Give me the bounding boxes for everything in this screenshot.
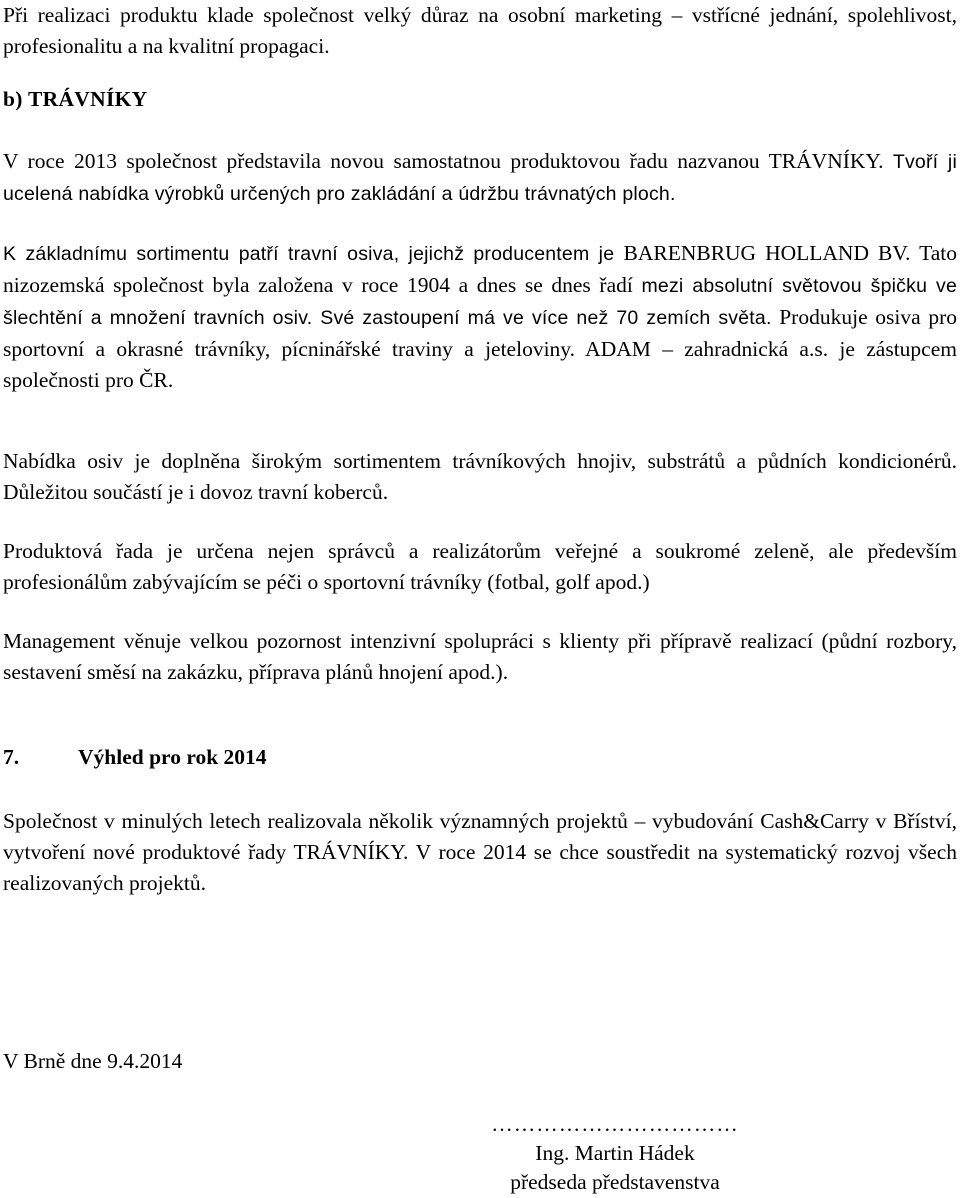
paragraph-travniky-intro-serif: V roce 2013 společnost představila novou samostatnou produktovou řadu nazvanou TRÁVNÍKY. [3, 149, 884, 173]
signature-block [460, 1110, 770, 1197]
section-b-heading: b) TRÁVNÍKY [3, 87, 148, 111]
paragraph-travniky-intro [3, 146, 957, 210]
paragraph-barenbrug-part-f: ADAM – zahradnická a.s. je zástupcem společnosti pro ČR. [3, 337, 957, 392]
date-line: V Brně dne 9.4.2014 [3, 1049, 183, 1073]
paragraph-barenbrug-part-b: BARENBRUG HOLLAND BV. [623, 241, 911, 265]
paragraph-barenbrug-part-e: Produkuje osiva pro sportovní a okrasné trávníky, pícninářské traviny a jeteloviny. [3, 305, 957, 361]
paragraph-barenbrug-part-a: K základnímu sortimentu patří travní osiva, jejichž producentem je [3, 243, 624, 265]
signer-name: Ing. Martin Hádek [535, 1141, 695, 1165]
paragraph-barenbrug-part-c: Tato nizozemská společnost byla založena v roce 1904 a dnes se dnes řadí [3, 241, 957, 297]
paragraph-barenbrug-part-d: mezi absolutní světovou špičku ve šlechtění a množení travních osiv. Své zastoupení má ve více než 70 zemích světa. [3, 275, 957, 329]
paragraph-marketing: Při realizaci produktu klade společnost velký důraz na osobní marketing – vstřícné jednání, spolehlivost, profesionalitu a na kvalitní propagaci. [3, 3, 957, 58]
section-7-title: Výhled pro rok 2014 [78, 745, 267, 769]
paragraph-management: Management věnuje velkou pozornost intenzivní spolupráci s klienty při přípravě realizací (půdní rozbory, sestavení směsí na zakázku, příprava plánů hnojení apod.). [3, 629, 957, 684]
paragraph-travniky-intro-sans: Tvoří ji ucelená nabídka výrobků určených pro zakládání a údržbu trávnatých ploch. [3, 151, 957, 205]
paragraph-produktova-rada: Produktová řada je určena nejen správců a realizátorům veřejné a soukromé zeleně, ale především profesionálům zabývajícím se péči o sportovní trávníky (fotbal, golf apod.) [3, 539, 957, 594]
paragraph-vyhled: Společnost v minulých letech realizovala několik významných projektů – vybudování Cash&Carry v Bříství, vytvoření nové produktové řady TRÁVNÍKY. V roce 2014 se chce soustředit na systematický rozvoj všech realizovaných projektů. [3, 809, 957, 895]
section-7-heading [3, 745, 267, 770]
signer-role: předseda představenstva [510, 1170, 720, 1194]
section-7-number: 7. [3, 745, 20, 769]
paragraph-barenbrug [3, 238, 957, 396]
paragraph-nabidka-osiv: Nabídka osiv je doplněna širokým sortimentem trávníkových hnojiv, substrátů a půdních kondicionérů. Důležitou součástí je i dovoz travní koberců. [3, 449, 957, 504]
signature-dotted-line: …………………………… [491, 1112, 739, 1136]
